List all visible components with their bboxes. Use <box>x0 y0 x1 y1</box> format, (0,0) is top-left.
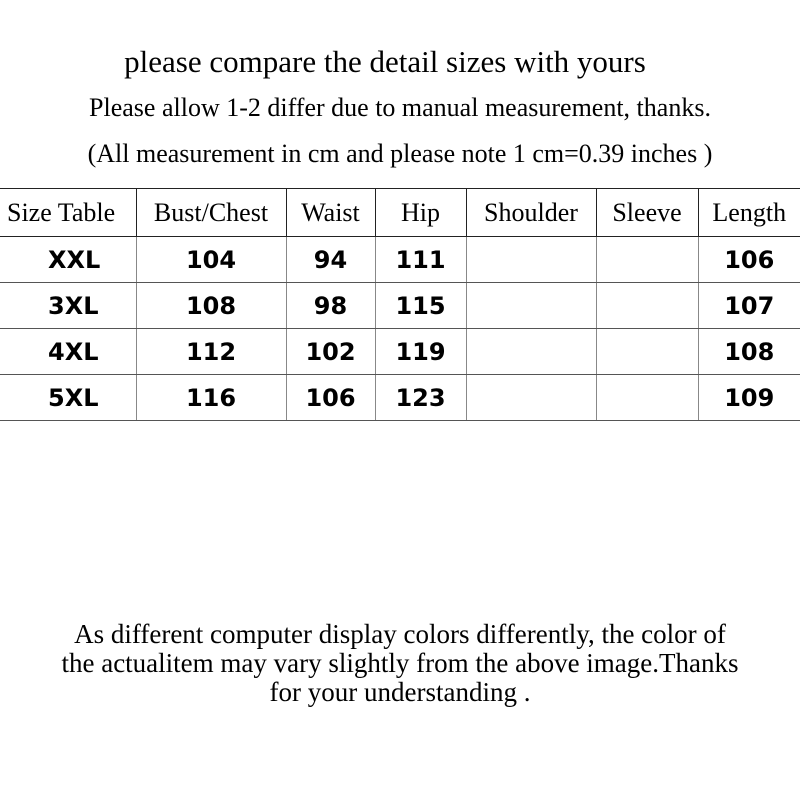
bust-cell: 108 <box>136 283 286 329</box>
shoulder-cell <box>466 375 596 421</box>
length-cell: 108 <box>698 329 800 375</box>
column-header-shoulder: Shoulder <box>466 189 596 237</box>
shoulder-cell <box>466 329 596 375</box>
bust-cell: 116 <box>136 375 286 421</box>
bust-cell: 104 <box>136 237 286 283</box>
hip-cell: 123 <box>375 375 466 421</box>
sleeve-cell <box>596 375 698 421</box>
hip-cell: 119 <box>375 329 466 375</box>
size-cell: 5XL <box>0 375 136 421</box>
length-cell: 106 <box>698 237 800 283</box>
header-line-2: Please allow 1-2 differ due to manual measurement, thanks. <box>89 93 711 122</box>
sleeve-cell <box>596 237 698 283</box>
table-row <box>0 237 800 283</box>
disclaimer-line-2: the actualitem may vary slightly from the above image.Thanks <box>61 648 739 678</box>
size-table <box>0 188 800 421</box>
column-header-bust: Bust/Chest <box>136 189 286 237</box>
waist-cell: 98 <box>286 283 375 329</box>
length-cell: 107 <box>698 283 800 329</box>
color-disclaimer <box>0 620 800 707</box>
size-cell: XXL <box>0 237 136 283</box>
column-header-size: Size Table <box>0 189 136 237</box>
header-line-1: please compare the detail sizes with yours <box>124 44 646 79</box>
sleeve-cell <box>596 283 698 329</box>
hip-cell: 111 <box>375 237 466 283</box>
shoulder-cell <box>466 283 596 329</box>
table-row <box>0 329 800 375</box>
column-header-hip: Hip <box>375 189 466 237</box>
table-header-row <box>0 189 800 237</box>
shoulder-cell <box>466 237 596 283</box>
bust-cell: 112 <box>136 329 286 375</box>
size-cell: 4XL <box>0 329 136 375</box>
waist-cell: 94 <box>286 237 375 283</box>
column-header-waist: Waist <box>286 189 375 237</box>
hip-cell: 115 <box>375 283 466 329</box>
table-row <box>0 375 800 421</box>
waist-cell: 106 <box>286 375 375 421</box>
table-row <box>0 283 800 329</box>
disclaimer-line-1: As different computer display colors differently, the color of <box>74 619 726 649</box>
waist-cell: 102 <box>286 329 375 375</box>
sleeve-cell <box>596 329 698 375</box>
column-header-sleeve: Sleeve <box>596 189 698 237</box>
header-line-3: (All measurement in cm and please note 1 cm=0.39 inches ) <box>87 139 713 168</box>
size-cell: 3XL <box>0 283 136 329</box>
disclaimer-line-3: for your understanding . <box>269 677 531 707</box>
length-cell: 109 <box>698 375 800 421</box>
column-header-length: Length <box>698 189 800 237</box>
